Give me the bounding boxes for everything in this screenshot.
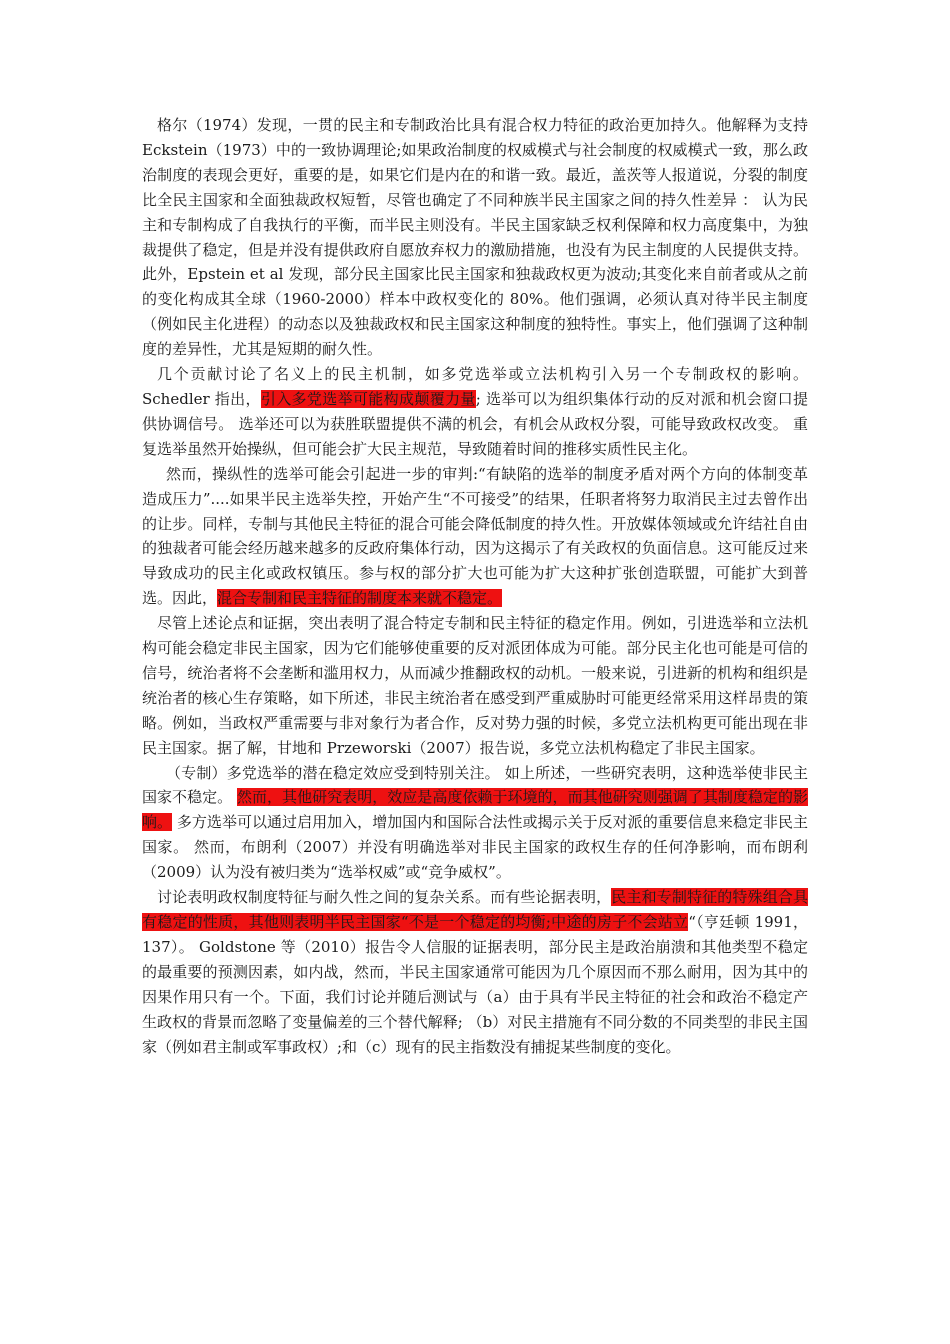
paragraph-2 bbox=[142, 362, 808, 462]
paragraph-2-text-a: 几个贡献讨论了名义上的民主机制，如多党选举或立法机构引入另一个专制政权的影响。Schedler 指出， bbox=[142, 365, 808, 408]
paragraph-5 bbox=[142, 761, 808, 886]
paragraph-5-text-b: 多方选举可以通过启用加入，增加国内和国际合法性或揭示关于反对派的重要信息来稳定非民主国家。 然而，布朗利（2007）并没有明确选举对非民主国家的政权生存的任何净影响，而布朗利（2009）认为没有被归类为“选举权威”或“竞争威权”。 bbox=[142, 813, 808, 882]
paragraph-4-text: 尽管上述论点和证据，突出表明了混合特定专制和民主特征的稳定作用。例如，引进选举和立法机构可能会稳定非民主国家，因为它们能够使重要的反对派团体成为可能。部分民主化也可能是可信的信号，统治者将不会垄断和滥用权力，从而减少推翻政权的动机。一般来说，引进新的机构和组织是统治者的核心生存策略，如下所述，非民主统治者在感受到严重威胁时可能更经常采用这样昂贵的策略。例如，当政权严重需要与非对象行为者合作，反对势力强的时候，多党立法机构更可能出现在非民主国家。据了解，甘地和 Przeworski（2007）报告说，多党立法机构稳定了非民主国家。 bbox=[142, 614, 808, 757]
paragraph-6-text-b: “（亨廷顿 1991，137）。 Goldstone 等（2010）报告令人信服的证据表明，部分民主是政治崩溃和其他类型不稳定的最重要的预测因素，如内战，然而，半民主国家通常可能因为几个原因而不那么耐用，因为其中的因果作用只有一个。下面，我们讨论并随后测试与（a）由于具有半民主特征的社会和政治不稳定产生政权的背景而忽略了变量偏差的三个替代解释; （b）对民主措施有不同分数的不同类型的非民主国家（例如君主制或军事政权）;和（c）现有的民主指数没有捕捉某些制度的变化。 bbox=[142, 913, 808, 1056]
paragraph-3 bbox=[142, 462, 808, 611]
paragraph-3-text-a: 然而，操纵性的选举可能会引起进一步的审判:“有缺陷的选举的制度矛盾对两个方向的体制变革造成压力”....如果半民主选举失控，开始产生“不可接受”的结果，任职者将努力取消民主过去曾作出的让步。同样，专制与其他民主特征的混合可能会降低制度的持久性。开放媒体领域或允许结社自由的独裁者可能会经历越来越多的反政府集体行动，因为这揭示了有关政权的负面信息。这可能反过来导致成功的民主化或政权镇压。参与权的部分扩大也可能为扩大这种扩张创造联盟，可能扩大到普选。因此， bbox=[142, 464, 808, 608]
highlighted-text: 引入多党选举可能构成颠覆力量 bbox=[260, 389, 476, 408]
paragraph-1 bbox=[142, 113, 808, 362]
highlighted-text: 混合专制和民主特征的制度本来就不稳定。 bbox=[217, 589, 503, 608]
document-page bbox=[142, 113, 808, 1059]
paragraph-6-text-a: 讨论表明政权制度特征与耐久性之间的复杂关系。而有些论据表明， bbox=[157, 888, 612, 907]
paragraph-6 bbox=[142, 885, 808, 1059]
highlighted-text: 民主和专制特征的特殊组合具有稳定的性质，其他则表明半民主国家“不是一个稳定的均衡;中途的房子不会站立 bbox=[142, 888, 808, 931]
paragraph-5-text-a: （专制）多党选举的潜在稳定效应受到特别关注。 如上所述，一些研究表明，这种选举使非民主国家不稳定。 bbox=[142, 763, 808, 807]
paragraph-4 bbox=[142, 611, 808, 760]
paragraph-2-text-b: ; 选举可以为组织集体行动的反对派和机会窗口提供协调信号。 选举还可以为获胜联盟提供不满的机会，有机会从政权分裂，可能导致政权改变。 重复选举虽然开始操纵，但可能会扩大民主规范，导致随着时间的推移实质性民主化。 bbox=[142, 389, 808, 458]
paragraph-1-text: 格尔（1974）发现，一贯的民主和专制政治比具有混合权力特征的政治更加持久。他解释为支持 Eckstein（1973）中的一致协调理论;如果政治制度的权威模式与社会制度的权威模式一致，那么政治制度的表现会更好，重要的是，如果它们是内在的和谐一致。最近，盖茨等人报道说，分裂的制度比全民主国家和全面独裁政权短暂，尽管也确定了不同种族半民主国家之间的持久性差异 ： 认为民主和专制构成了自我执行的平衡，而半民主则没有。半民主国家缺乏权利保障和权力高度集中，为独裁提供了稳定，但是并没有提供政府自愿放弃权力的激励措施，也没有为民主制度的人民提供支持。此外，Epstein et al 发现，部分民主国家比民主国家和独裁政权更为波动;其变化来自前者或从之前的变化构成其全球（1960-2000）样本中政权变化的 80%。他们强调，必须认真对待半民主制度（例如民主化进程）的动态以及独裁政权和民主国家这种制度的独特性。事实上，他们强调了这种制度的差异性，尤其是短期的耐久性。 bbox=[142, 116, 808, 359]
highlighted-text: 然而，其他研究表明，效应是高度依赖于环境的，而其他研究则强调了其制度稳定的影响。 bbox=[142, 788, 808, 832]
